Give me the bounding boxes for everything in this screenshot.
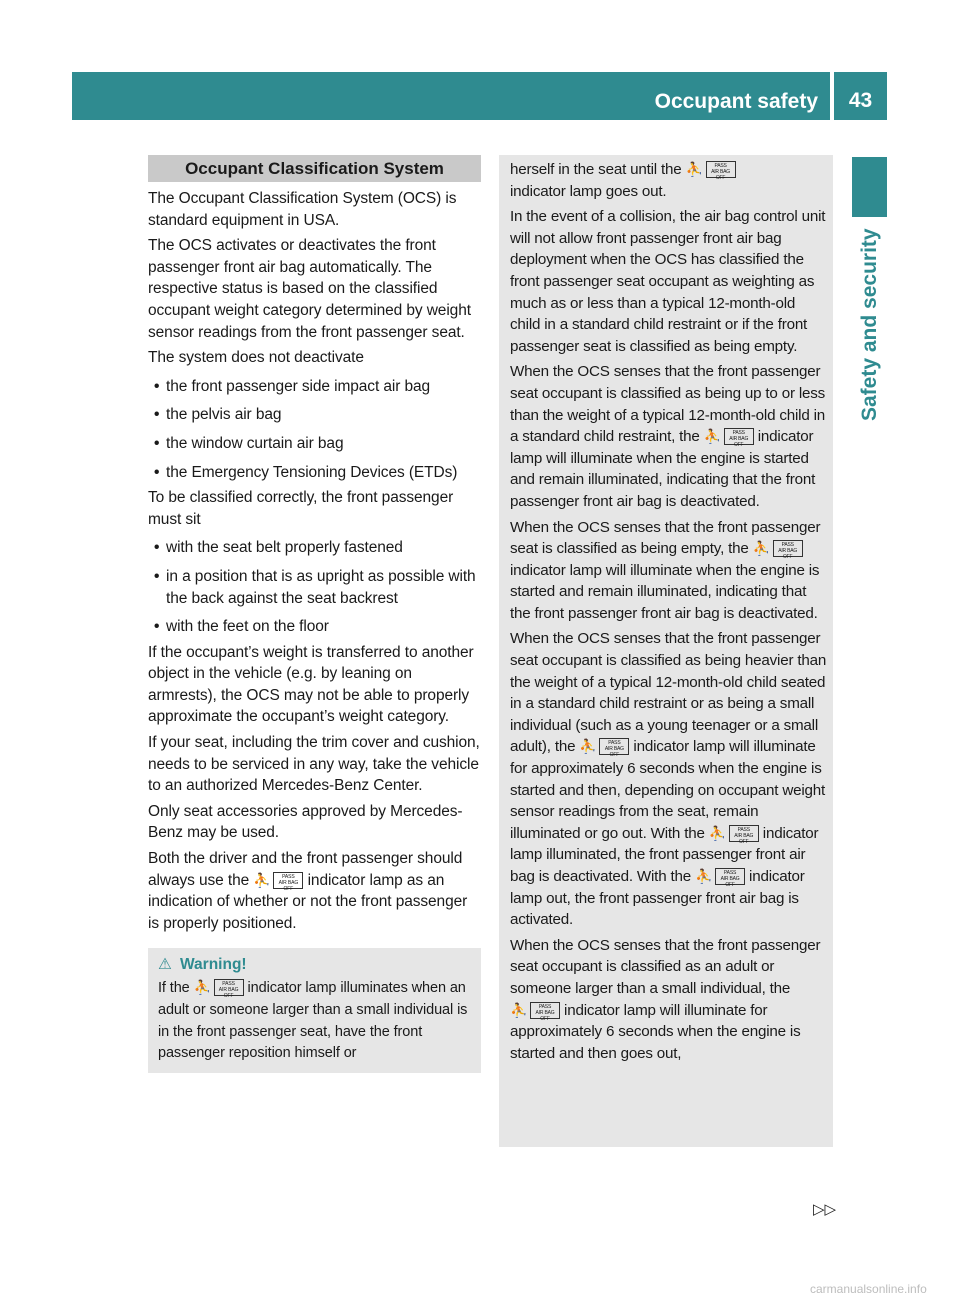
indicator-line2: AIR BAG OFF [278,879,299,892]
left-column [148,155,481,1073]
paragraph: If the occupant’s weight is transferred to another object in the vehicle (e.g. by leaning on armrests), the OCS may not be able to properly approximate the occupant’s weight category. [148,643,474,726]
paragraph: In the event of a collision, the air bag control unit will not allow front passenger front air bag deployment when the OCS has classified the front passenger seat occupant as weighting as much as or less than a typical 12-month-old child in a standard child restraint or if the front passenger seat is classified as being empty. [510,208,826,355]
paragraph [148,848,481,934]
pass-airbag-off-indicator-icon: ⛹ PASS AIR BAG OFF [709,825,759,841]
indicator-line1: PASS [282,873,295,880]
paragraph: To be classified correctly, the front passenger must sit [148,489,454,528]
paragraph: If your seat, including the trim cover and cushion, needs to be serviced in any way, take the vehicle to an authorized Mercedes-Benz Center. [148,734,480,795]
list-item: • the window curtain air bag [148,433,481,455]
page-title: Occupant safety [654,90,818,113]
pass-airbag-off-indicator-icon: ⛹ PASS AIR BAG OFF [194,979,244,995]
paragraph: Only seat accessories approved by Mercedes-Benz may be used. [148,802,463,842]
pass-airbag-off-indicator-icon: ⛹ PASS AIR BAG OFF [753,540,803,556]
side-tab-block [852,157,887,217]
paragraph: When the OCS senses that the front passenger seat occupant is classified as being heavier than the weight of a typical 12-month-old child seated in a standard child restraint or as being a small individual (such as a young teenager or a small adult), the ⛹ PASS AIR BAG OFF indicator lamp will illuminate for approximately 6 seconds when the engine is started and then, depending on occupant weight sensor readings from the seat, remain illuminated or go out. With the ⛹ PASS AIR BAG OFF indicator lamp illuminated, the front passenger front air bag is deactivated. With the ⛹ PASS AIR BAG OFF indicator lamp out, the front passenger front air bag is activated. [510,630,827,929]
pass-airbag-off-indicator-icon: ⛹ PASS AIR BAG OFF [253,872,303,888]
header-bar [72,72,830,120]
footer-watermark: carmanualsonline.info [810,1282,927,1296]
continue-arrow-icon: ▷▷ [813,1201,837,1218]
paragraph: The OCS activates or deactivates the front passenger front air bag automatically. The respective status is based on the classified occupant weight category determined by weight sensor readings from the front passenger seat. [148,237,471,341]
list-item: • the front passenger side impact air bag [148,376,481,398]
paragraph: When the OCS senses that the front passenger seat occupant is classified as being up to or less than the weight of a typical 12-month-old child in a standard child restraint, the ⛹ PASS AIR BAG OFF indicator lamp will illuminate when the engine is started and remain illuminated, indicating that the front passenger front air bag is deactivated. [510,363,826,510]
list-item: • with the feet on the floor [148,616,481,638]
warning-text: If the ⛹ PASS AIR BAG OFF indicator lamp illuminates when an adult or someone larger than a small individual is in the front passenger seat, have the front passenger reposition himself or [158,979,468,1062]
pass-airbag-off-indicator-icon: ⛹ PASS AIR BAG OFF [579,738,629,754]
pass-airbag-off-indicator-icon: ⛹ PASS AIR BAG OFF [510,1002,560,1018]
side-tab-label: Safety and security [858,228,881,421]
text-run: Both the driver and the front passenger should always use the [148,850,463,889]
paragraph: When the OCS senses that the front passenger seat is classified as being empty, the ⛹ PASS AIR BAG OFF indicator lamp will illuminate when the engine is started and remain illuminated, indicating that the front passenger front air bag is deactivated. [510,518,821,622]
pass-airbag-off-indicator-icon: ⛹ PASS AIR BAG OFF [695,868,745,884]
pass-airbag-off-indicator-icon: ⛹ PASS AIR BAG OFF [704,428,754,444]
paragraph: herself in the seat until the ⛹ PASS AIR BAG OFF indicator lamp goes out. [510,159,827,202]
pass-airbag-off-indicator-icon: ⛹ PASS AIR BAG OFF [686,161,736,177]
paragraph: The system does not deactivate [148,349,364,367]
right-column [499,155,833,1147]
list-item: • the Emergency Tensioning Devices (ETDs) [148,462,481,484]
text-run: indicator lamp as an indication of whether or not the front passenger is properly positioned. [148,871,468,932]
list-item: • the pelvis air bag [148,404,481,426]
page-number: 43 [834,72,887,120]
section-heading: Occupant Classification System [148,155,481,182]
warning-box [148,948,481,1072]
paragraph: When the OCS senses that the front passenger seat occupant is classified as an adult or someone larger than a small individual, the ⛹ PASS AIR BAG OFF indicator lamp will illuminate for approximately 6 seconds when the engine is started and then goes out, [510,936,821,1062]
list-item: • with the seat belt properly fastened [148,537,481,559]
list-item: • in a position that is as upright as possible with the back against the seat backrest [148,566,481,609]
warning-triangle-icon: ⚠ [158,956,172,974]
paragraph: The Occupant Classification System (OCS) is standard equipment in USA. [148,190,457,229]
warning-title: ⚠ Warning! [158,954,473,976]
